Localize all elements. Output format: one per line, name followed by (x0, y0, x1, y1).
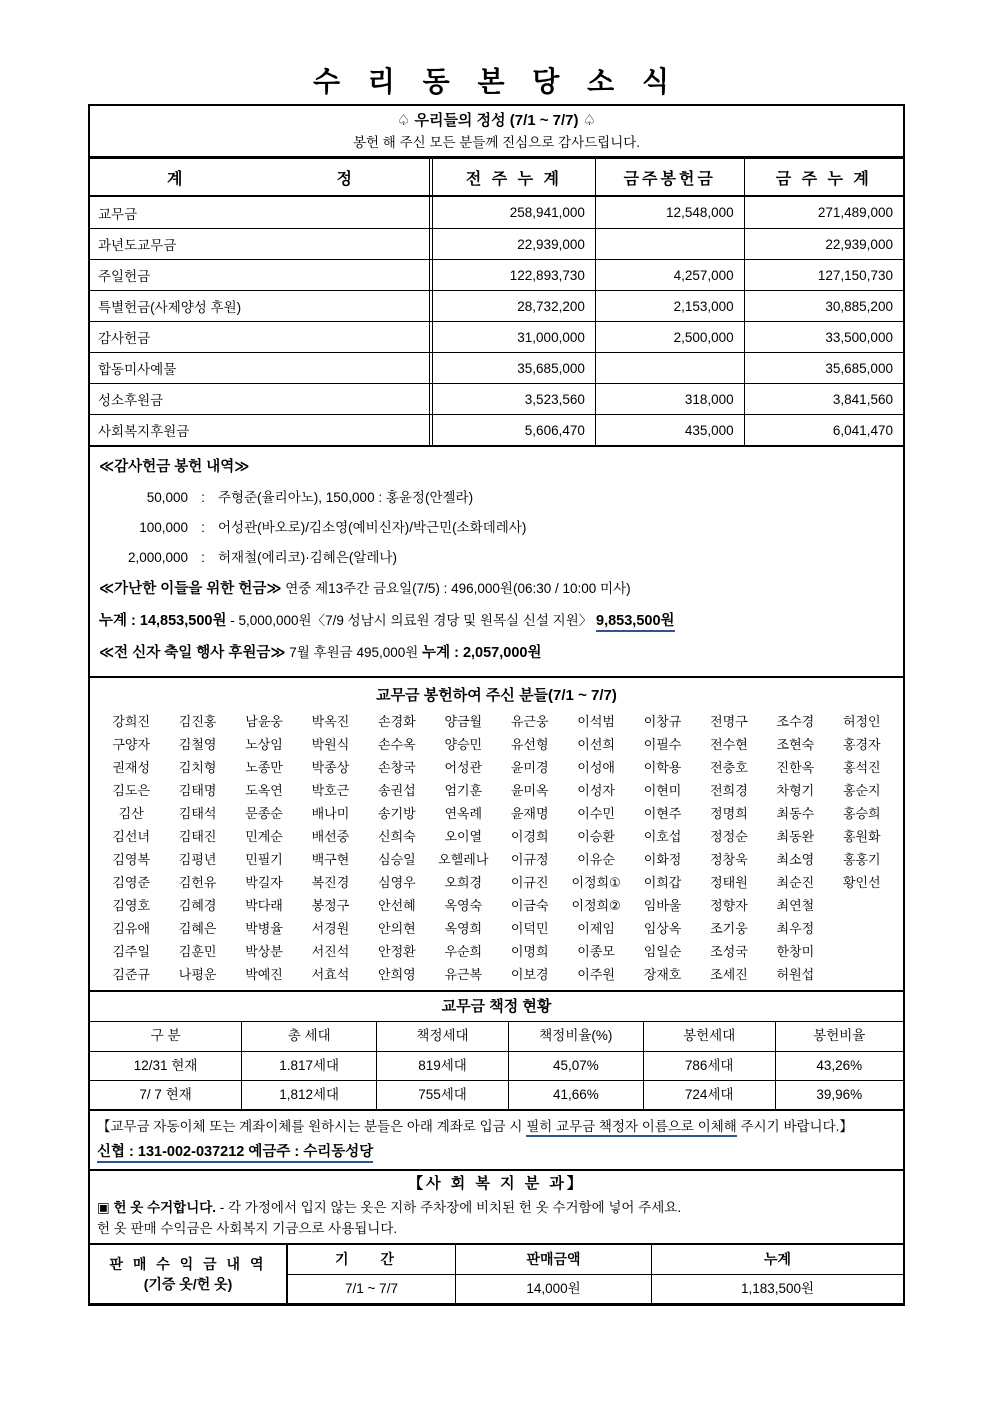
offering-header-prev-total: 전 주 누 계 (429, 159, 595, 195)
pledge-header-cell: 총 세대 (241, 1022, 376, 1051)
welfare-line2: 헌 옷 판매 수익금은 사회복지 기금으로 사용됩니다. (97, 1221, 398, 1236)
sales-header-cumulative: 누계 (651, 1245, 903, 1274)
offering-row-label: 과년도교무금 (98, 238, 177, 253)
donor-name: 김주일 (112, 944, 151, 959)
pledge-header-cell: 책정비율(%) (508, 1022, 643, 1051)
donor-name: 임바울 (643, 898, 682, 913)
donor-name: 허원섭 (776, 967, 815, 982)
transfer-note-post: 주시기 바랍니다.】 (736, 1119, 853, 1134)
feast-fund-line (90, 637, 903, 669)
offering-prev-total-value: 5,606,470 (429, 415, 595, 445)
offering-new-total-value: 271,489,000 (744, 197, 903, 228)
donor-name: 나평운 (178, 967, 217, 982)
devotion-header-box (88, 104, 905, 158)
donor-name: 손수옥 (378, 737, 416, 752)
donor-name: 오희경 (444, 875, 483, 890)
donor-name: 서진석 (311, 944, 350, 959)
donor-name (829, 940, 895, 963)
pledge-header-cell: 봉헌비율 (775, 1022, 903, 1051)
donor-name: 강희진 (112, 714, 151, 729)
donor-name: 송기방 (378, 806, 416, 821)
offering-row-label: 성소후원금 (98, 393, 164, 408)
poor-fund-total-amount: 9,853,500원 (596, 613, 675, 632)
donor-name: 황인선 (842, 875, 881, 890)
offering-prev-total-value: 31,000,000 (429, 322, 595, 352)
donor-name: 배선중 (311, 829, 350, 844)
donor-name: 윤미옥 (510, 783, 549, 798)
offering-table-row (90, 290, 903, 321)
sales-cumulative-value: 1,183,500원 (651, 1274, 903, 1303)
donor-name: 어성관 (444, 760, 483, 775)
thanks-names: 어성관(바오로)/김소영(예비신자)/박근민(소화데레사) (218, 520, 527, 535)
donor-name: 문종순 (245, 806, 283, 821)
donor-name: 정태원 (710, 875, 748, 890)
donors-grid (90, 708, 903, 990)
offering-prev-total-value: 258,941,000 (429, 197, 595, 228)
donor-name: 전희경 (710, 783, 748, 798)
donor-name: 박종상 (311, 760, 350, 775)
donor-name: 김헌유 (178, 875, 217, 890)
donor-name: 권재성 (112, 760, 151, 775)
donor-name (829, 917, 895, 940)
donor-name: 이선희 (577, 737, 615, 752)
donor-name: 봉정구 (311, 898, 350, 913)
pledge-box (88, 990, 905, 1111)
donor-name: 김철영 (178, 737, 217, 752)
donor-name: 이보경 (510, 967, 549, 982)
thanks-detail-lines (90, 483, 903, 573)
donor-name: 최연철 (776, 898, 815, 913)
offering-table-header-row (90, 159, 903, 197)
donor-name: 이규진 (510, 875, 549, 890)
transfer-note-pre: 【교무금 자동이체 또는 계좌이체를 원하시는 분들은 아래 계좌로 입금 시 (97, 1119, 527, 1134)
thanks-colon: : (201, 550, 205, 565)
donor-name: 유근복 (444, 967, 483, 982)
donor-name: 박옥진 (311, 714, 350, 729)
pledge-value-cell: 786세대 (643, 1051, 775, 1080)
offering-table-row (90, 352, 903, 383)
donor-name: 김영준 (112, 875, 151, 890)
donor-name: 김태석 (178, 806, 217, 821)
poor-fund-detail: 연중 제13주간 금요일(7/5) : 496,000원(06:30 / 10:00 미사) (281, 581, 631, 596)
offering-header-week-amount: 금주봉헌금 (595, 159, 744, 195)
donor-name: 이유순 (577, 852, 615, 867)
offering-row-label: 감사헌금 (98, 331, 151, 346)
offering-prev-total-value: 35,685,000 (429, 353, 595, 383)
pledge-header-cell: 봉헌세대 (643, 1022, 775, 1051)
welfare-box (88, 1169, 905, 1245)
transfer-note-box (88, 1109, 905, 1171)
donor-name: 유선형 (510, 737, 549, 752)
offering-new-total-value: 22,939,000 (744, 229, 903, 259)
devotion-title: ♤ 우리들의 정성 (7/1 ~ 7/7) ♤ (396, 112, 597, 129)
donor-name: 정창욱 (710, 852, 748, 867)
offering-new-total-value: 3,841,560 (744, 384, 903, 414)
donor-name: 김산 (118, 806, 144, 821)
donor-name: 박다래 (245, 898, 283, 913)
donor-name: 이성애 (577, 760, 615, 775)
donor-name: 윤미경 (510, 760, 549, 775)
offering-week-value (595, 229, 744, 259)
donor-name: 윤재명 (510, 806, 549, 821)
donor-name: 이종모 (577, 944, 615, 959)
donor-name: 안선혜 (378, 898, 416, 913)
pledge-value-cell: 12/31 현재 (90, 1051, 241, 1080)
bulletin-content (88, 104, 905, 1306)
pledge-value-cell: 755세대 (376, 1080, 508, 1109)
donor-name: 홍순지 (842, 783, 881, 798)
account-info: 신협 : 131-002-037212 예금주 : 수리동성당 (97, 1144, 373, 1163)
offering-new-total-value: 30,885,200 (744, 291, 903, 321)
donor-name: 신희숙 (378, 829, 416, 844)
donor-name: 이희갑 (643, 875, 682, 890)
donor-name: 김혜경 (178, 898, 217, 913)
donor-name: 양승민 (444, 737, 483, 752)
pledge-value-cell: 43,26% (775, 1051, 903, 1080)
offering-table-row (90, 197, 903, 228)
donor-name: 조성국 (710, 944, 748, 959)
donor-name: 정정순 (710, 829, 748, 844)
donor-name: 전명구 (710, 714, 748, 729)
offering-new-total-value: 6,041,470 (744, 415, 903, 445)
transfer-note-underlined: 필히 교무금 책정자 이름으로 이체해 (526, 1119, 737, 1137)
pledge-value-cell: 819세대 (376, 1051, 508, 1080)
welfare-line1-rest: - 각 가정에서 입지 않는 옷은 지하 주차장에 비치된 헌 옷 수거함에 넣어 주세요. (216, 1200, 682, 1215)
offering-header-new-total: 금 주 누 계 (744, 159, 903, 195)
donor-name: 김평년 (178, 852, 217, 867)
donor-name: 김영호 (112, 898, 151, 913)
offering-week-value: 435,000 (595, 415, 744, 445)
donor-name: 이현주 (643, 806, 682, 821)
donor-name: 이학용 (643, 760, 682, 775)
donor-name: 홍홍기 (842, 852, 881, 867)
donor-name: 양금월 (444, 714, 483, 729)
donor-name: 조기웅 (710, 921, 748, 936)
donor-name: 한창미 (776, 944, 815, 959)
thanks-names: 주형준(율리아노), 150,000 : 홍윤정(안젤라) (218, 490, 474, 505)
donor-name: 심영우 (378, 875, 416, 890)
donor-name: 옥영숙 (444, 898, 483, 913)
offering-new-total-value: 127,150,730 (744, 260, 903, 290)
donor-name: 손경화 (378, 714, 416, 729)
donor-name: 이덕민 (510, 921, 549, 936)
donor-name: 오이열 (444, 829, 483, 844)
donor-name: 이제임 (577, 921, 615, 936)
offering-table-row (90, 383, 903, 414)
donor-name: 복진경 (311, 875, 350, 890)
offering-row-label: 교무금 (98, 206, 138, 222)
donor-name (829, 894, 895, 917)
donor-name: 이승환 (577, 829, 615, 844)
donor-name: 서경원 (311, 921, 350, 936)
poor-fund-total-lead: 누계 : 14,853,500원 (99, 613, 227, 629)
donor-name: 이명희 (510, 944, 549, 959)
donor-name: 안희영 (378, 967, 416, 982)
donor-name: 이석범 (577, 714, 615, 729)
donor-name: 홍경자 (842, 737, 881, 752)
welfare-lead: ▣ 헌 옷 수거합니다. (97, 1200, 217, 1215)
donor-name: 박예진 (245, 967, 283, 982)
donor-name: 이수민 (577, 806, 615, 821)
pledge-value-cell: 1,812세대 (241, 1080, 376, 1109)
donor-name: 전충호 (710, 760, 748, 775)
offering-week-value: 2,500,000 (595, 322, 744, 352)
donor-name: 이화정 (643, 852, 682, 867)
donor-name: 홍원화 (842, 829, 881, 844)
pledge-grid (90, 1022, 903, 1109)
pledge-title: 교무금 책정 현황 (90, 992, 903, 1022)
donor-name: 배나미 (311, 806, 350, 821)
donor-name: 심승일 (378, 852, 416, 867)
offering-week-value (595, 353, 744, 383)
offering-week-value: 2,153,000 (595, 291, 744, 321)
donor-name: 최동완 (776, 829, 815, 844)
thanks-amount: 100,000 (139, 520, 188, 535)
offering-table-row (90, 414, 903, 445)
donors-title: 교무금 봉헌하여 주신 분들(7/1 ~ 7/7) (376, 687, 617, 704)
pledge-value-cell: 45,07% (508, 1051, 643, 1080)
thanks-colon: : (201, 520, 205, 535)
poor-fund-total-middle: - 5,000,000원〈7/9 성남시 의료원 경당 및 원목실 신설 지원〉 (226, 613, 597, 628)
offering-prev-total-value: 28,732,200 (429, 291, 595, 321)
sales-label-line2: (기증 옷/헌 옷) (143, 1276, 233, 1292)
donor-name: 김영복 (112, 852, 151, 867)
donor-name: 옥영희 (444, 921, 483, 936)
donor-name: 차형기 (776, 783, 815, 798)
donor-name: 최동수 (776, 806, 815, 821)
donor-name: 송권섭 (378, 783, 416, 798)
offering-table-body (90, 197, 903, 445)
donor-name: 김도은 (112, 783, 151, 798)
sales-grid (90, 1245, 903, 1303)
donor-name: 이호섭 (643, 829, 682, 844)
sales-row-label (90, 1245, 288, 1303)
feast-fund-title: ≪전 신자 축일 행사 후원금≫ (99, 645, 286, 661)
donor-name: 정향자 (710, 898, 748, 913)
sales-period-value: 7/1 ~ 7/7 (288, 1274, 455, 1303)
page-title: 수 리 동 본 당 소 식 (312, 66, 679, 97)
donor-name: 백구현 (311, 852, 350, 867)
offering-prev-total-value: 3,523,560 (429, 384, 595, 414)
donor-name: 김선녀 (112, 829, 151, 844)
donors-box (88, 676, 905, 992)
donor-name: 김치형 (178, 760, 217, 775)
donor-name: 조세진 (710, 967, 748, 982)
donor-name: 박병율 (245, 921, 283, 936)
feast-fund-detail: 7월 후원금 495,000원 (285, 645, 423, 660)
donor-name: 박상분 (245, 944, 283, 959)
thanks-title: ≪감사헌금 봉헌 내역≫ (99, 459, 250, 475)
donor-name: 김유애 (112, 921, 151, 936)
donor-name: 연옥례 (444, 806, 483, 821)
pledge-value-cell: 39,96% (775, 1080, 903, 1109)
offering-table-row (90, 228, 903, 259)
poor-fund-line (90, 573, 903, 605)
donor-name: 임상옥 (643, 921, 682, 936)
feast-fund-total: 누계 : 2,057,000원 (422, 645, 542, 661)
donor-name: 김진홍 (178, 714, 217, 729)
pledge-value-cell: 724세대 (643, 1080, 775, 1109)
offering-week-value: 4,257,000 (595, 260, 744, 290)
thanks-detail-line (90, 483, 903, 513)
offering-table-row (90, 259, 903, 290)
offering-row-label: 특별헌금(사제양성 후원) (98, 300, 242, 315)
donor-name: 손창국 (378, 760, 416, 775)
donor-name: 장재호 (643, 967, 682, 982)
pledge-header-cell: 책정세대 (376, 1022, 508, 1051)
welfare-title: 【사 회 복 지 분 과】 (408, 1175, 585, 1192)
donor-name: 전수현 (710, 737, 748, 752)
donor-name: 민계순 (245, 829, 283, 844)
offering-header-jeong: 정 (336, 170, 352, 188)
donor-name: 이성자 (577, 783, 615, 798)
offering-new-total-value: 35,685,000 (744, 353, 903, 383)
donor-name: 이현미 (643, 783, 682, 798)
donor-name: 홍승희 (842, 806, 881, 821)
donor-name: 안의현 (378, 921, 416, 936)
donor-name: 조현숙 (776, 737, 815, 752)
donor-name: 김혜은 (178, 921, 217, 936)
donor-name: 구양자 (112, 737, 151, 752)
thanks-box (88, 445, 905, 678)
donor-name (829, 963, 895, 986)
thanks-detail-line (90, 543, 903, 573)
donor-name: 박원식 (311, 737, 350, 752)
offering-header-gye: 계 (167, 170, 183, 188)
donor-name: 서효석 (311, 967, 350, 982)
pledge-value-cell: 1.817세대 (241, 1051, 376, 1080)
offering-row-label: 주일헌금 (98, 269, 151, 284)
poor-fund-title: ≪가난한 이들을 위한 헌금≫ (99, 581, 282, 597)
offering-header-category (90, 159, 429, 195)
pledge-value-cell: 41,66% (508, 1080, 643, 1109)
offering-row-label: 합동미사예물 (98, 362, 177, 377)
offering-week-value: 12,548,000 (595, 197, 744, 228)
offering-week-value: 318,000 (595, 384, 744, 414)
donor-name: 이창규 (643, 714, 682, 729)
thanks-amount: 2,000,000 (127, 550, 188, 565)
offering-table-row (90, 321, 903, 352)
donor-name: 이금숙 (510, 898, 549, 913)
donor-name: 진한옥 (776, 760, 815, 775)
donor-name: 박호근 (311, 783, 350, 798)
donor-name: 이규정 (510, 852, 549, 867)
donor-name: 김훈민 (178, 944, 217, 959)
offering-row-label: 사회복지후원금 (98, 424, 190, 439)
donor-name: 노상임 (245, 737, 283, 752)
welfare-text (90, 1197, 903, 1239)
donor-name: 이정희① (571, 875, 621, 890)
pledge-header-cell: 구 분 (150, 1028, 181, 1043)
thanks-names: 허재철(에리코)·김혜은(알레나) (218, 550, 397, 565)
poor-fund-total-line (90, 605, 903, 637)
sales-header-period: 기 간 (335, 1251, 408, 1267)
donor-name: 정명희 (710, 806, 748, 821)
donor-name: 도옥연 (245, 783, 283, 798)
donor-name: 이경희 (510, 829, 549, 844)
donor-name: 홍석진 (842, 760, 881, 775)
donor-name: 민필기 (245, 852, 283, 867)
donor-name: 임일순 (643, 944, 682, 959)
donor-name: 조수경 (776, 714, 815, 729)
donor-name: 우순희 (444, 944, 483, 959)
donor-name: 최우정 (776, 921, 815, 936)
donor-name: 남윤웅 (245, 714, 283, 729)
offering-prev-total-value: 22,939,000 (429, 229, 595, 259)
donor-name: 유근웅 (510, 714, 549, 729)
donor-name: 박길자 (245, 875, 283, 890)
donor-name: 이주원 (577, 967, 615, 982)
sales-header-amount: 판매금액 (455, 1245, 651, 1274)
donor-name: 이필수 (643, 737, 682, 752)
sales-amount-value: 14,000원 (455, 1274, 651, 1303)
donor-name: 최순진 (776, 875, 815, 890)
offering-new-total-value: 33,500,000 (744, 322, 903, 352)
donor-name: 김준규 (112, 967, 151, 982)
pledge-value-cell: 7/ 7 현재 (90, 1080, 241, 1109)
sales-table (88, 1243, 905, 1306)
donor-name: 김태진 (178, 829, 217, 844)
offering-table (88, 156, 905, 447)
donor-name: 노종만 (245, 760, 283, 775)
thanks-detail-line (90, 513, 903, 543)
thanks-colon: : (201, 490, 205, 505)
donor-name: 안정환 (378, 944, 416, 959)
donor-name: 허정인 (842, 714, 881, 729)
donor-name: 최소영 (776, 852, 815, 867)
donor-name: 엄기훈 (444, 783, 483, 798)
donor-name: 김태명 (178, 783, 217, 798)
sales-label-line1: 판 매 수 익 금 내 역 (109, 1256, 267, 1272)
thanks-amount: 50,000 (146, 490, 188, 505)
devotion-subtitle: 봉헌 해 주신 모든 분들께 진심으로 감사드립니다. (352, 135, 641, 150)
offering-prev-total-value: 122,893,730 (429, 260, 595, 290)
donor-name: 오헬레나 (438, 852, 489, 867)
donor-name: 이정희② (571, 898, 621, 913)
